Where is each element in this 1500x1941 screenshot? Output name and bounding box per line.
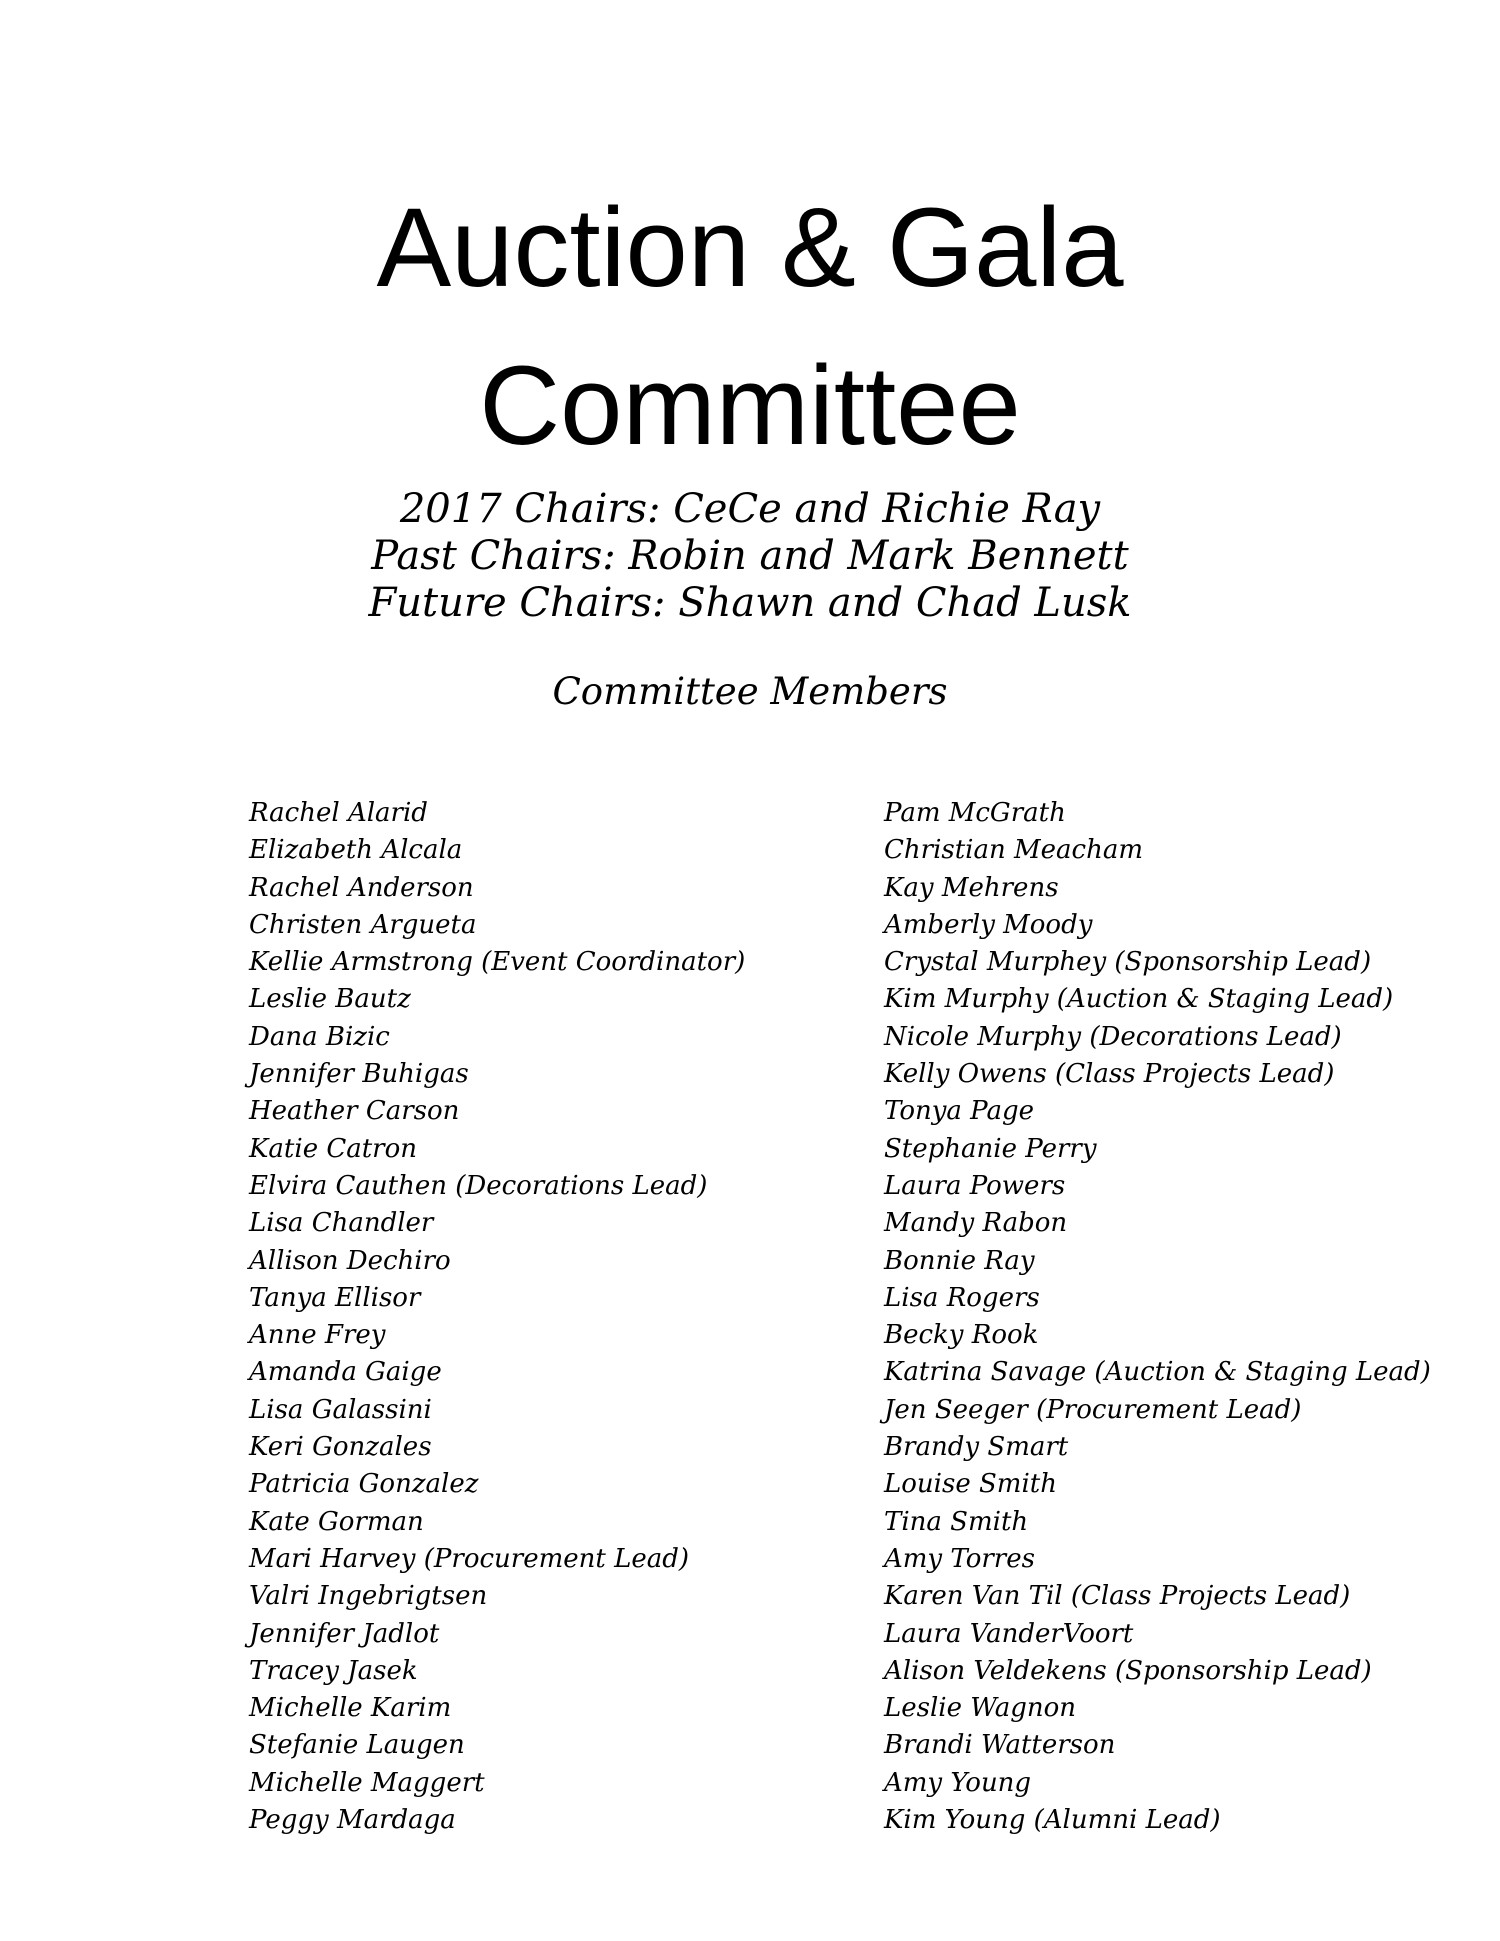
- member-name: Crystal Murphey (Sponsorship Lead): [884, 947, 1372, 978]
- member-name: Bonnie Ray: [884, 1245, 1035, 1276]
- member-name: Karen Van Til (Class Projects Lead): [884, 1581, 1351, 1612]
- member-name: Peggy Mardaga: [249, 1805, 456, 1836]
- member-name: Laura VanderVoort: [884, 1618, 1134, 1649]
- member-name: Keri Gonzales: [249, 1432, 432, 1463]
- member-name: Tina Smith: [884, 1506, 1029, 1537]
- member-name: Christian Meacham: [884, 835, 1143, 866]
- member-name: Elvira Cauthen (Decorations Lead): [249, 1170, 708, 1201]
- member-name: Heather Carson: [249, 1096, 460, 1127]
- member-name: Katrina Savage (Auction & Staging Lead): [884, 1357, 1431, 1388]
- member-name: Stephanie Perry: [884, 1133, 1097, 1164]
- member-name: Nicole Murphy (Decorations Lead): [884, 1021, 1342, 1052]
- member-name: Tonya Page: [884, 1096, 1035, 1127]
- member-name: Kellie Armstrong (Event Coordinator): [249, 947, 746, 978]
- member-name: Amberly Moody: [884, 909, 1093, 940]
- member-name: Kay Mehrens: [884, 872, 1059, 903]
- member-name: Kelly Owens (Class Projects Lead): [884, 1059, 1335, 1090]
- chairs-block: [300, 486, 1200, 627]
- member-name: Amanda Gaige: [249, 1357, 442, 1388]
- member-name: Katie Catron: [249, 1133, 418, 1164]
- member-name: Valri Ingebrigtsen: [249, 1581, 488, 1612]
- members-list-left: [249, 795, 745, 1839]
- member-name: Amy Torres: [884, 1543, 1035, 1574]
- member-name: Patricia Gonzalez: [249, 1469, 479, 1500]
- member-name: Michelle Karim: [249, 1693, 452, 1724]
- member-name: Leslie Wagnon: [884, 1693, 1077, 1724]
- member-name: Laura Powers: [884, 1170, 1066, 1201]
- member-name: Lisa Chandler: [249, 1208, 434, 1239]
- member-name: Tracey Jasek: [249, 1655, 418, 1686]
- chairs-past: Past Chairs: Robin and Mark Bennett: [371, 533, 1129, 579]
- member-name: Rachel Anderson: [249, 872, 474, 903]
- member-name: Brandi Watterson: [884, 1730, 1116, 1761]
- member-name: Elizabeth Alcala: [249, 835, 463, 866]
- member-name: Kim Young (Alumni Lead): [884, 1805, 1221, 1836]
- member-name: Lisa Rogers: [884, 1282, 1040, 1313]
- member-name: Mandy Rabon: [884, 1208, 1068, 1239]
- member-name: Christen Argueta: [249, 909, 477, 940]
- member-name: Jennifer Jadlot: [249, 1618, 440, 1649]
- member-name: Jennifer Buhigas: [249, 1059, 469, 1090]
- member-name: Jen Seeger (Procurement Lead): [884, 1394, 1302, 1425]
- member-name: Allison Dechiro: [249, 1245, 451, 1276]
- member-name: Rachel Alarid: [249, 798, 428, 828]
- member-name: Becky Rook: [884, 1320, 1039, 1351]
- member-name: Kate Gorman: [249, 1506, 424, 1537]
- member-name: Dana Bizic: [249, 1021, 390, 1052]
- members-list-right: [884, 795, 1431, 1839]
- chairs-2017: 2017 Chairs: CeCe and Richie Ray: [399, 486, 1101, 532]
- member-name: Tanya Ellisor: [249, 1282, 421, 1313]
- member-name: Pam McGrath: [884, 798, 1066, 828]
- member-name: Stefanie Laugen: [249, 1730, 465, 1761]
- chairs-future: Future Chairs: Shawn and Chad Lusk: [368, 580, 1132, 626]
- member-name: Alison Veldekens (Sponsorship Lead): [884, 1655, 1372, 1686]
- member-name: Louise Smith: [884, 1469, 1057, 1500]
- page-title-line-1: Auction & Gala: [376, 185, 1124, 310]
- member-name: Lisa Galassini: [249, 1394, 432, 1425]
- member-name: Brandy Smart: [884, 1432, 1069, 1463]
- member-name: Kim Murphy (Auction & Staging Lead): [884, 984, 1394, 1015]
- member-name: Mari Harvey (Procurement Lead): [249, 1543, 690, 1574]
- member-name: Michelle Maggert: [249, 1767, 485, 1798]
- members-heading: Committee Members: [552, 670, 948, 713]
- member-name: Amy Young: [884, 1767, 1032, 1798]
- member-name: Anne Frey: [249, 1320, 386, 1351]
- member-name: Leslie Bautz: [249, 984, 411, 1015]
- page-title-line-2: Committee: [479, 343, 1021, 468]
